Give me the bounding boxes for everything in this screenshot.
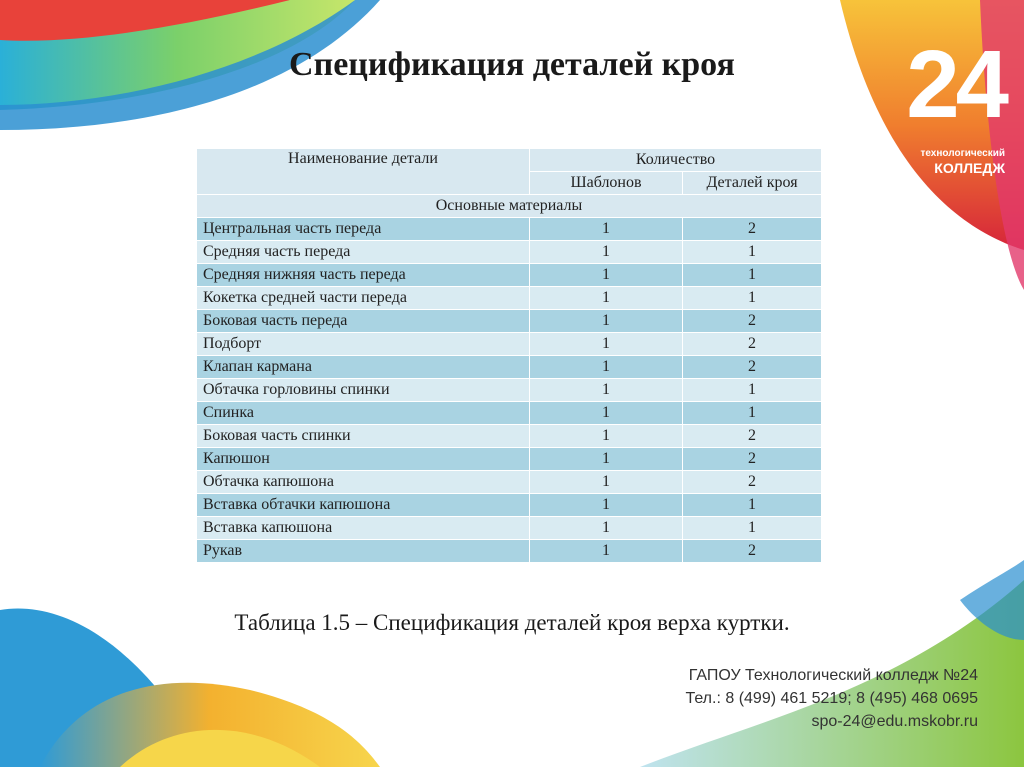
row-part-name: Капюшон xyxy=(197,448,530,471)
row-part-name: Клапан кармана xyxy=(197,356,530,379)
contact-email: spo-24@edu.mskobr.ru xyxy=(811,713,978,730)
row-cut-parts: 1 xyxy=(683,379,822,402)
row-cut-parts: 2 xyxy=(683,540,822,563)
table-row xyxy=(197,425,822,448)
section-main-materials: Основные материалы xyxy=(197,195,822,218)
cut-parts-table xyxy=(196,148,822,563)
row-cut-parts: 2 xyxy=(683,356,822,379)
row-part-name: Средняя часть переда xyxy=(197,241,530,264)
row-part-name: Центральная часть переда xyxy=(197,218,530,241)
row-cut-parts: 1 xyxy=(683,287,822,310)
page-title: Спецификация деталей кроя xyxy=(289,46,735,83)
header-templates: Шаблонов xyxy=(530,172,683,195)
table-row xyxy=(197,402,822,425)
row-cut-parts: 1 xyxy=(683,264,822,287)
row-templates: 1 xyxy=(530,494,683,517)
row-cut-parts: 1 xyxy=(683,517,822,540)
college-logo xyxy=(895,30,1005,180)
row-cut-parts: 2 xyxy=(683,471,822,494)
row-part-name: Вставка капюшона xyxy=(197,517,530,540)
logo-line2: КОЛЛЕДЖ xyxy=(934,160,1005,176)
table-row xyxy=(197,264,822,287)
table-row xyxy=(197,379,822,402)
row-part-name: Обтачка капюшона xyxy=(197,471,530,494)
table-row xyxy=(197,241,822,264)
row-cut-parts: 2 xyxy=(683,310,822,333)
row-templates: 1 xyxy=(530,264,683,287)
row-cut-parts: 1 xyxy=(683,241,822,264)
table-row xyxy=(197,448,822,471)
table-row xyxy=(197,287,822,310)
contact-phone: Тел.: 8 (499) 461 5219; 8 (495) 468 0695 xyxy=(685,690,978,707)
row-cut-parts: 2 xyxy=(683,425,822,448)
row-cut-parts: 2 xyxy=(683,333,822,356)
row-part-name: Средняя нижняя часть переда xyxy=(197,264,530,287)
row-templates: 1 xyxy=(530,402,683,425)
row-templates: 1 xyxy=(530,287,683,310)
row-cut-parts: 1 xyxy=(683,494,822,517)
row-templates: 1 xyxy=(530,517,683,540)
row-templates: 1 xyxy=(530,356,683,379)
row-part-name: Кокетка средней части переда xyxy=(197,287,530,310)
table-caption: Таблица 1.5 – Спецификация деталей кроя верха куртки. xyxy=(234,610,790,635)
table-header-row xyxy=(197,149,822,172)
table-row xyxy=(197,540,822,563)
row-templates: 1 xyxy=(530,540,683,563)
row-templates: 1 xyxy=(530,471,683,494)
row-templates: 1 xyxy=(530,218,683,241)
logo-line1: технологический xyxy=(920,148,1005,159)
row-templates: 1 xyxy=(530,425,683,448)
section-row xyxy=(197,195,822,218)
row-part-name: Боковая часть переда xyxy=(197,310,530,333)
row-part-name: Боковая часть спинки xyxy=(197,425,530,448)
row-part-name: Обтачка горловины спинки xyxy=(197,379,530,402)
contact-organization: ГАПОУ Технологический колледж №24 xyxy=(688,667,978,684)
row-templates: 1 xyxy=(530,379,683,402)
table-row xyxy=(197,333,822,356)
row-part-name: Подборт xyxy=(197,333,530,356)
row-part-name: Спинка xyxy=(197,402,530,425)
row-cut-parts: 1 xyxy=(683,402,822,425)
table-body xyxy=(197,218,822,563)
header-quantity: Количество xyxy=(530,149,822,172)
row-templates: 1 xyxy=(530,241,683,264)
row-templates: 1 xyxy=(530,448,683,471)
row-templates: 1 xyxy=(530,333,683,356)
table-row xyxy=(197,310,822,333)
row-cut-parts: 2 xyxy=(683,218,822,241)
contact-block xyxy=(685,664,978,733)
header-cut-parts: Деталей кроя xyxy=(683,172,822,195)
row-part-name: Вставка обтачки капюшона xyxy=(197,494,530,517)
table-row xyxy=(197,471,822,494)
row-cut-parts: 2 xyxy=(683,448,822,471)
logo-number: 24 xyxy=(906,31,1005,138)
table-row xyxy=(197,494,822,517)
table-row xyxy=(197,356,822,379)
row-part-name: Рукав xyxy=(197,540,530,563)
table-row xyxy=(197,517,822,540)
header-part-name: Наименование детали xyxy=(197,149,530,195)
table-row xyxy=(197,218,822,241)
row-templates: 1 xyxy=(530,310,683,333)
